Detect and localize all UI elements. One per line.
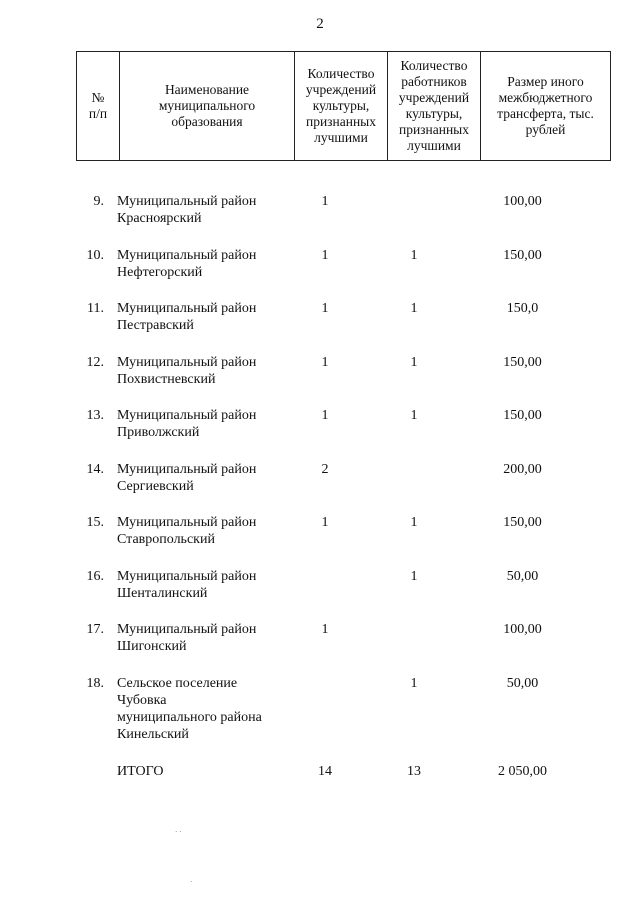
row-name-line: Чубовка [117, 692, 167, 708]
row-number: 11. [87, 301, 104, 316]
row-transfer: 150,00 [503, 515, 542, 530]
row-name [117, 621, 297, 655]
row-name [117, 193, 297, 227]
row-name-line: Сельское поселение [117, 675, 238, 691]
row-name-line: Муниципальный район [117, 461, 257, 477]
table-row [0, 675, 640, 763]
row-transfer: 150,00 [503, 408, 542, 423]
row-transfer: 150,00 [503, 247, 542, 263]
table-row [0, 568, 640, 622]
row-transfer: 150,00 [503, 354, 542, 370]
header-num-label: п/п [88, 106, 108, 121]
row-transfer: 100,00 [503, 194, 542, 209]
table-row [0, 461, 640, 515]
scan-speck: · [190, 878, 193, 886]
row-name-line: Ставропольский [117, 532, 215, 547]
row-number: 13. [86, 408, 104, 423]
scan-speck: · · [175, 828, 182, 836]
row-name-line: Муниципальный район [117, 354, 257, 370]
header-workers: Количество работников учреждений культуры, признанных лучшими [388, 52, 481, 161]
row-name [117, 247, 297, 281]
row-name-line: Муниципальный район [117, 194, 257, 209]
row-transfer: 150,0 [506, 301, 539, 316]
total-label: ИТОГО [117, 764, 164, 779]
header-num [77, 52, 120, 161]
header-transfer: Размер иного межбюджетного трансферта, тыс. рублей [481, 52, 611, 161]
total-row [0, 764, 640, 784]
row-name-line: Шенталинский [117, 585, 208, 601]
total-workers: 13 [407, 764, 421, 779]
row-name-line: Кинельский [117, 726, 189, 742]
table-row [0, 621, 640, 675]
row-name-line: Красноярский [117, 211, 202, 226]
table-row [0, 300, 640, 354]
header-institutions: Количество учреждений культуры, признанных лучшими [295, 52, 388, 161]
row-name-line: муниципального района [117, 709, 262, 725]
row-institutions: 1 [321, 194, 329, 209]
table-row [0, 514, 640, 568]
row-name [117, 300, 297, 334]
row-name-line: Шигонский [117, 639, 187, 654]
row-number: 15. [86, 515, 104, 530]
row-workers: 1 [410, 354, 418, 370]
row-transfer: 50,00 [506, 675, 539, 691]
row-institutions: 2 [321, 461, 329, 477]
header-name: Наименование муниципального образования [120, 52, 295, 161]
table-row [0, 247, 640, 301]
row-name [117, 568, 297, 602]
row-number: 17. [86, 622, 104, 637]
row-name-line: Пестравский [117, 318, 194, 333]
row-workers: 1 [410, 675, 418, 691]
row-name [117, 514, 297, 548]
row-name-line: Похвистневский [117, 371, 216, 387]
row-number: 14. [86, 461, 104, 477]
row-workers: 1 [410, 301, 418, 316]
row-number: 10. [86, 247, 104, 263]
row-number: 12. [86, 354, 104, 370]
row-transfer: 50,00 [506, 568, 539, 584]
total-transfer: 2 050,00 [498, 764, 547, 779]
row-workers: 1 [410, 515, 418, 530]
row-transfer: 100,00 [503, 622, 542, 637]
row-institutions: 1 [321, 408, 329, 423]
row-name-line: Муниципальный район [117, 515, 257, 530]
row-institutions: 1 [321, 247, 329, 263]
row-name-line: Муниципальный район [117, 568, 257, 584]
row-name [117, 407, 297, 441]
row-name [117, 675, 297, 743]
table-row [0, 354, 640, 408]
row-transfer: 200,00 [503, 461, 542, 477]
page-number: 2 [316, 16, 324, 32]
row-name-line: Муниципальный район [117, 622, 257, 637]
row-number: 16. [86, 568, 104, 584]
row-institutions: 1 [321, 622, 329, 637]
row-workers: 1 [410, 247, 418, 263]
row-name-line: Муниципальный район [117, 301, 257, 316]
row-workers: 1 [410, 408, 418, 423]
row-name-line: Муниципальный район [117, 247, 257, 263]
row-name [117, 461, 297, 495]
row-name [117, 354, 297, 388]
row-institutions: 1 [321, 301, 329, 316]
row-number: 18. [86, 675, 104, 691]
table-body [0, 193, 640, 763]
header-num-symbol: № [91, 90, 105, 105]
row-name-line: Нефтегорский [117, 264, 203, 280]
row-workers: 1 [410, 568, 418, 584]
row-name-line: Приволжский [117, 425, 200, 440]
table-row [0, 407, 640, 461]
table-header [76, 51, 611, 161]
row-institutions: 1 [321, 515, 329, 530]
table-row [0, 193, 640, 247]
row-number: 9. [93, 194, 104, 209]
row-name-line: Муниципальный район [117, 408, 257, 423]
total-institutions: 14 [318, 764, 332, 779]
row-institutions: 1 [321, 354, 329, 370]
row-name-line: Сергиевский [117, 478, 194, 494]
